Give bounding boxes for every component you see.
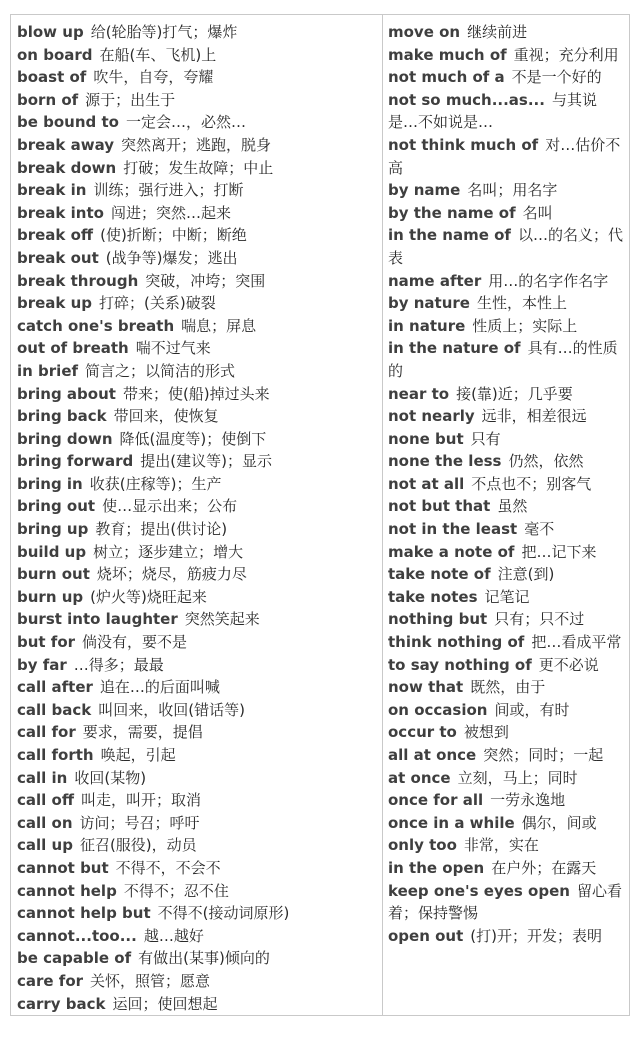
phrase-entry — [388, 202, 623, 225]
phrase-term: take notes — [388, 587, 478, 606]
phrase-entry — [17, 970, 378, 993]
phrase-entry — [17, 812, 378, 835]
phrase-term: think nothing of — [388, 633, 525, 652]
phrase-term: move on — [388, 23, 461, 41]
phrase-meaning: 降低(温度等)；使倒下 — [119, 429, 267, 448]
phrase-meaning: 使…显示出来；公布 — [102, 497, 238, 516]
phrase-term: take note of — [388, 565, 491, 584]
phrase-entry — [17, 993, 378, 1016]
phrase-entry — [388, 337, 623, 382]
phrase-term: all at once — [388, 746, 477, 764]
phrase-term: in the name of — [388, 226, 511, 245]
phrase-term: break up — [17, 294, 93, 313]
phrase-meaning: 仍然，依然 — [508, 452, 584, 471]
phrase-term: blow up — [17, 23, 84, 41]
phrase-entry — [388, 812, 623, 835]
phrase-meaning: 烧坏；烧尽，筋疲力尽 — [96, 565, 247, 584]
phrase-term: name after — [388, 271, 482, 290]
phrase-meaning: 闯进；突然…起来 — [110, 203, 231, 222]
phrase-term: cannot help but — [17, 904, 151, 923]
phrase-meaning: 在户外；在露天 — [491, 858, 597, 877]
phrase-entry — [17, 518, 378, 541]
phrase-meaning: 运回；使回想起 — [112, 994, 218, 1013]
phrase-meaning: 把…看成平常 — [531, 633, 622, 652]
phrase-meaning: 在船(车、飞机)上 — [99, 45, 217, 64]
phrase-term: to say nothing of — [388, 655, 532, 674]
phrase-entry — [388, 66, 623, 89]
phrase-meaning: 收回(某物) — [74, 768, 147, 787]
phrase-meaning: 名叫；用名字 — [467, 181, 558, 200]
phrase-entry — [17, 292, 378, 315]
phrase-meaning: (炉火等)烧旺起来 — [90, 587, 207, 606]
phrase-term: call up — [17, 836, 73, 855]
phrase-term: bring in — [17, 474, 83, 493]
phrase-entry — [17, 66, 378, 89]
phrase-entry — [17, 405, 378, 428]
phrase-term: be capable of — [17, 949, 132, 968]
phrase-meaning: 突然离开；逃跑，脱身 — [121, 135, 272, 154]
phrase-term: in the nature of — [388, 339, 521, 358]
phrase-entry — [17, 857, 378, 880]
phrase-entry — [17, 947, 378, 970]
phrase-term: cannot...too... — [17, 926, 137, 945]
phrase-entry — [388, 767, 623, 790]
phrase-term: on occasion — [388, 700, 488, 719]
phrase-entry — [17, 608, 378, 631]
phrase-entry — [17, 902, 378, 925]
phrase-term: at once — [388, 768, 451, 787]
phrase-entry — [388, 925, 623, 948]
phrase-term: burn up — [17, 587, 84, 606]
phrase-term: by the name of — [388, 203, 516, 222]
phrase-meaning: 征召(服役)，动员 — [79, 836, 197, 855]
phrase-term: carry back — [17, 994, 106, 1013]
phrase-meaning: 有做出(某事)倾向的 — [138, 949, 270, 968]
phrase-term: in the open — [388, 858, 485, 877]
phrase-entry — [17, 44, 378, 67]
phrase-meaning: 偶尔，间或 — [521, 813, 597, 832]
phrase-term: by name — [388, 181, 461, 200]
phrase-meaning: 树立；逐步建立；增大 — [93, 542, 244, 561]
phrase-meaning: (打)开；开发；表明 — [470, 926, 602, 945]
phrase-term: burn out — [17, 565, 90, 584]
phrase-term: not much of a — [388, 68, 505, 87]
phrase-term: occur to — [388, 723, 457, 742]
phrase-term: bring out — [17, 497, 96, 516]
phrase-entry — [17, 89, 378, 112]
phrase-term: not in the least — [388, 520, 518, 539]
phrase-term: make a note of — [388, 542, 515, 561]
phrase-term: once in a while — [388, 813, 515, 832]
phrase-term: nothing but — [388, 610, 488, 629]
phrase-entry — [388, 699, 623, 722]
phrase-term: call off — [17, 791, 74, 810]
phrase-entry — [17, 473, 378, 496]
phrase-term: make much of — [388, 45, 507, 64]
phrase-meaning: 只有；只不过 — [494, 610, 585, 629]
phrase-meaning: (使)折断；中断；断绝 — [100, 226, 247, 245]
phrase-term: bring up — [17, 520, 89, 539]
phrase-entry — [17, 202, 378, 225]
phrase-entry — [17, 654, 378, 677]
phrase-term: out of breath — [17, 339, 129, 358]
phrase-meaning: 倘没有，要不是 — [82, 633, 188, 652]
phrase-term: be bound to — [17, 113, 119, 132]
phrase-meaning: 具有…的性质的 — [388, 339, 618, 380]
phrase-meaning: 既然，由于 — [470, 678, 546, 697]
phrase-entry — [17, 224, 378, 247]
phrase-meaning: 突然笑起来 — [184, 610, 260, 629]
phrase-meaning: 不得不；忍不住 — [123, 881, 229, 900]
phrase-term: cannot help — [17, 881, 117, 900]
phrase-entry — [388, 473, 623, 496]
phrase-term: boast of — [17, 68, 87, 87]
phrase-meaning: 不得不(接动词原形) — [157, 904, 290, 923]
phrase-meaning: 接(靠)近；几乎要 — [456, 384, 573, 403]
phrase-meaning: 虽然 — [497, 497, 528, 516]
phrase-term: break out — [17, 248, 99, 267]
phrase-meaning: 打碎；(关系)破裂 — [99, 294, 216, 313]
phrase-entry — [17, 450, 378, 473]
phrase-meaning: 带来；使(船)掉过头来 — [122, 384, 270, 403]
phrase-meaning: 被想到 — [463, 723, 509, 742]
phrase-entry — [388, 495, 623, 518]
phrase-term: keep one's eyes open — [388, 881, 570, 900]
phrase-meaning: 性质上；实际上 — [472, 316, 578, 335]
phrase-term: near to — [388, 384, 450, 403]
phrase-meaning: 只有 — [470, 429, 501, 448]
phrase-entry — [388, 179, 623, 202]
phrase-entry — [17, 586, 378, 609]
phrase-meaning: 越…越好 — [143, 926, 204, 945]
phrase-meaning: 打破；发生故障；中止 — [123, 158, 274, 177]
phrase-term: on board — [17, 45, 93, 64]
phrase-entry — [17, 925, 378, 948]
phrase-entry — [17, 699, 378, 722]
phrase-meaning: 用…的名字作名字 — [488, 271, 609, 290]
phrase-meaning: 要求，需要，提倡 — [82, 723, 203, 742]
phrase-entry — [17, 157, 378, 180]
phrase-meaning: 远非，相差很远 — [481, 407, 587, 426]
phrase-term: in nature — [388, 316, 466, 335]
phrase-term: cannot but — [17, 858, 109, 877]
phrase-entry — [17, 337, 378, 360]
phrase-entry — [17, 134, 378, 157]
phrase-meaning: 不点也不；别客气 — [471, 474, 592, 493]
phrase-meaning: 非常，实在 — [463, 836, 539, 855]
phrase-entry — [388, 563, 623, 586]
phrase-meaning: 留心看着；保持警惕 — [388, 881, 622, 923]
phrase-meaning: 注意(到) — [497, 565, 555, 584]
phrase-entry — [388, 721, 623, 744]
phrase-term: build up — [17, 542, 87, 561]
phrase-term: bring down — [17, 429, 113, 448]
phrase-meaning: 继续前进 — [467, 23, 528, 41]
phrase-meaning: 叫回来，收回(错话等) — [98, 700, 245, 719]
phrase-meaning: 提出(建议等)；显示 — [140, 452, 272, 471]
phrase-meaning: 以…的名义；代表 — [388, 226, 623, 267]
phrase-entry — [17, 721, 378, 744]
phrase-entry — [17, 21, 378, 44]
phrase-term: once for all — [388, 791, 484, 810]
phrase-term: not at all — [388, 474, 465, 493]
phrase-term: bring back — [17, 407, 107, 426]
phrase-entry — [17, 767, 378, 790]
phrase-entry — [17, 563, 378, 586]
phrase-entry — [388, 428, 623, 451]
phrase-term: break through — [17, 271, 139, 290]
phrase-entry — [388, 315, 623, 338]
phrase-meaning: 毫不 — [524, 520, 555, 539]
phrase-entry — [388, 654, 623, 677]
phrase-entry — [388, 134, 623, 179]
phrase-term: by far — [17, 655, 67, 674]
phrase-meaning: 突破，冲垮；突围 — [145, 271, 266, 290]
phrase-meaning: 带回来，使恢复 — [113, 407, 219, 426]
phrase-meaning: 名叫 — [522, 203, 553, 222]
phrase-entry — [17, 495, 378, 518]
phrase-entry — [388, 450, 623, 473]
phrase-entry — [388, 383, 623, 406]
phrase-term: call in — [17, 768, 68, 787]
phrase-meaning: 给(轮胎等)打气；爆炸 — [90, 23, 238, 41]
phrase-entry — [388, 21, 623, 44]
phrase-term: by nature — [388, 294, 470, 313]
phrase-meaning: 与其说是…不如说是… — [388, 90, 597, 132]
phrase-entry — [17, 383, 378, 406]
phrase-entry — [17, 631, 378, 654]
phrase-term: none the less — [388, 452, 502, 471]
phrase-meaning: 收获(庄稼等)；生产 — [89, 474, 222, 493]
phrase-meaning: 唤起，引起 — [100, 746, 176, 764]
phrase-meaning: 叫走，叫开；取消 — [80, 791, 201, 810]
phrase-entry — [388, 631, 623, 654]
phrase-meaning: 追在…的后面叫喊 — [99, 678, 220, 697]
phrase-meaning: (战争等)爆发；逃出 — [105, 248, 238, 267]
phrase-entry — [388, 224, 623, 269]
phrase-meaning: 一定会…，必然… — [125, 113, 246, 132]
phrase-entry — [17, 360, 378, 383]
phrase-term: bring forward — [17, 452, 134, 471]
phrase-term: not nearly — [388, 407, 475, 426]
phrase-meaning: 间或，有时 — [494, 700, 570, 719]
phrase-meaning: 访问；号召；呼吁 — [79, 813, 200, 832]
phrase-meaning: 喘息；屏息 — [181, 316, 257, 335]
phrase-meaning: 喘不过气来 — [135, 339, 211, 358]
phrase-entry — [388, 608, 623, 631]
phrase-term: only too — [388, 836, 457, 855]
phrase-meaning: 更不必说 — [538, 655, 599, 674]
phrase-meaning: 关怀，照管；愿意 — [90, 971, 211, 990]
phrase-entry — [388, 44, 623, 67]
phrase-entry — [388, 834, 623, 857]
phrase-entry — [388, 541, 623, 564]
phrase-entry — [388, 292, 623, 315]
phrase-term: now that — [388, 678, 464, 697]
phrase-entry — [17, 676, 378, 699]
phrase-term: bring about — [17, 384, 116, 403]
phrase-term: break away — [17, 135, 115, 154]
phrase-meaning: 生性，本性上 — [476, 294, 567, 313]
phrase-meaning: 训练；强行进入；打断 — [93, 181, 244, 200]
vocabulary-table — [10, 14, 630, 1016]
phrase-entry — [17, 428, 378, 451]
phrase-meaning: 源于；出生于 — [85, 90, 176, 109]
phrase-entry — [388, 518, 623, 541]
phrase-entry — [17, 315, 378, 338]
phrase-term: call on — [17, 813, 73, 832]
left-column — [11, 15, 383, 1015]
phrase-term: call back — [17, 700, 92, 719]
phrase-term: not think much of — [388, 135, 539, 154]
phrase-entry — [17, 880, 378, 903]
phrase-meaning: 吹牛，自夸，夸耀 — [93, 68, 214, 87]
phrase-term: not but that — [388, 497, 491, 516]
phrase-term: none but — [388, 429, 464, 448]
phrase-term: in brief — [17, 361, 79, 380]
phrase-entry — [388, 586, 623, 609]
phrase-term: open out — [388, 926, 464, 945]
phrase-entry — [388, 676, 623, 699]
phrase-term: but for — [17, 633, 76, 652]
phrase-entry — [17, 744, 378, 767]
phrase-meaning: 立刻，马上；同时 — [457, 768, 578, 787]
phrase-term: break down — [17, 158, 117, 177]
phrase-entry — [388, 89, 623, 134]
phrase-term: break into — [17, 203, 104, 222]
phrase-entry — [17, 247, 378, 270]
phrase-meaning: 对…估价不高 — [388, 135, 621, 177]
phrase-term: call for — [17, 723, 76, 742]
phrase-meaning: 记笔记 — [484, 587, 530, 606]
phrase-entry — [17, 834, 378, 857]
phrase-meaning: 教育；提出(供讨论) — [95, 520, 228, 539]
phrase-term: born of — [17, 90, 79, 109]
phrase-entry — [388, 880, 623, 925]
phrase-entry — [388, 405, 623, 428]
phrase-entry — [388, 789, 623, 812]
phrase-entry — [17, 789, 378, 812]
phrase-term: break off — [17, 226, 94, 245]
phrase-meaning: 不得不，不会不 — [115, 858, 221, 877]
phrase-term: catch one's breath — [17, 316, 175, 335]
phrase-entry — [17, 179, 378, 202]
phrase-term: break in — [17, 181, 87, 200]
phrase-meaning: 把…记下来 — [521, 542, 597, 561]
phrase-term: burst into laughter — [17, 610, 178, 629]
phrase-meaning: 突然；同时；一起 — [483, 746, 604, 764]
phrase-entry — [388, 857, 623, 880]
phrase-meaning: …得多；最最 — [73, 655, 164, 674]
phrase-entry — [17, 270, 378, 293]
phrase-meaning: 简言之；以简洁的形式 — [85, 361, 236, 380]
phrase-entry — [17, 541, 378, 564]
phrase-meaning: 不是一个好的 — [511, 68, 602, 87]
phrase-meaning: 一劳永逸地 — [490, 791, 566, 810]
phrase-term: call forth — [17, 746, 94, 764]
phrase-term: care for — [17, 971, 84, 990]
phrase-term: not so much...as... — [388, 90, 545, 109]
phrase-entry — [388, 270, 623, 293]
phrase-entry — [17, 111, 378, 134]
phrase-term: call after — [17, 678, 93, 697]
phrase-entry — [388, 744, 623, 767]
phrase-meaning: 重视；充分利用 — [513, 45, 619, 64]
right-column — [383, 15, 629, 1015]
